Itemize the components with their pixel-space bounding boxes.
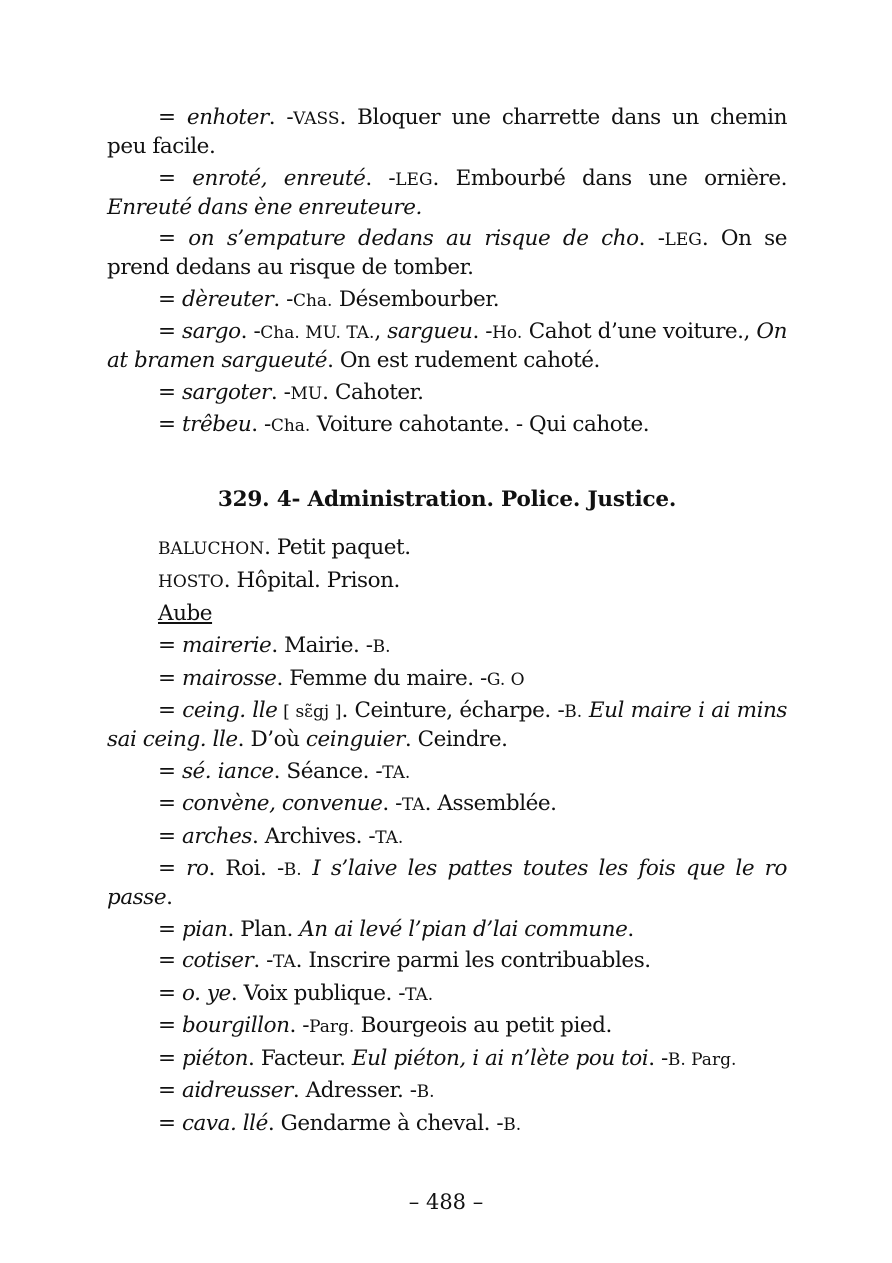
entry-mairosse: = mairosse. Femme du maire. -G. O — [158, 665, 525, 691]
definition: . Bloquer une charrette dans un chemin peu facile. — [107, 105, 787, 159]
source-abbr: VASS — [293, 109, 340, 129]
source-abbr: Cha. — [270, 416, 311, 436]
headword: convène, convenue — [181, 791, 383, 816]
pronunciation: [ sɛ̃gj ] — [277, 702, 342, 722]
headword: pian — [181, 916, 228, 942]
source-abbr: B. — [372, 637, 391, 657]
entry-hosto — [107, 567, 787, 596]
definition: . On se prend dedans au risque de tomber. — [107, 226, 787, 280]
example: I s’laive les pattes toutes les fois que le ro passe — [107, 856, 787, 910]
definition: . Femme du maire. - — [276, 665, 487, 691]
headword: o. ye — [181, 980, 231, 1006]
source-abbr: B. — [564, 702, 583, 722]
source-abbr: Cha. — [292, 290, 333, 311]
entry-mairerie: = mairerie. Mairie. -B. — [158, 633, 391, 658]
entry-enhoter: = enhoter. -VASS. Bloquer une charrette dans un chemin peu facile. — [107, 105, 787, 159]
definition: . Gendarme à cheval. - — [267, 1110, 504, 1136]
source-abbr: MU — [290, 383, 323, 404]
headword: ro — [186, 856, 209, 881]
headword: trêbeu — [181, 412, 252, 437]
definition: . Voix publique. - — [230, 980, 406, 1006]
entry-aidreusser: = aidreusser. Adresser. -B. — [158, 1078, 435, 1103]
example: An ai levé l’pian d’lai commune — [299, 916, 628, 942]
headword: piéton — [181, 1045, 249, 1071]
entry-dereuter: = dèreuter. -Cha. Désembourber. — [158, 286, 500, 312]
entry-oye: = o. ye. Voix publique. -TA. — [158, 980, 434, 1006]
headword: on s’empature dedans au risque de cho — [188, 226, 639, 251]
definition: . Petit paquet. — [264, 535, 411, 560]
headword: aidreusser — [181, 1078, 293, 1103]
entry-sargo: = sargo. -Cha. MU. TA., sargueu. -Ho. Cahot d’une voiture., On at bramen sargueuté. On est rudement cahoté. — [107, 319, 787, 373]
entry-arches: = arches. Archives. -TA. — [158, 823, 404, 849]
definition: Cahot d’une voiture., — [522, 319, 757, 344]
source-abbr: TA — [272, 952, 296, 972]
example: Eul maire i ai mins sai ceing. lle — [107, 698, 788, 752]
entry-cavalle: = cava. llé. Gendarme à cheval. -B. — [158, 1110, 522, 1136]
headword: ceing. lle — [182, 698, 278, 723]
source-abbr: B. — [503, 1114, 522, 1135]
headword-caps: HOSTO — [158, 572, 224, 592]
headword: cotiser — [181, 948, 254, 973]
definition: Désembourber. — [332, 286, 500, 312]
source-abbr: LEG — [664, 230, 702, 250]
entry-sargoter: = sargoter. -MU. Cahoter. — [158, 379, 424, 405]
definition: . Cahoter. — [322, 379, 424, 405]
source-abbr: Parg. — [309, 1017, 355, 1037]
definition: Voiture cahotante. - Qui cahote. — [310, 412, 650, 437]
entry-bourgillon: = bourgillon. -Parg. Bourgeois au petit pied. — [158, 1013, 612, 1038]
headword: mairosse — [181, 665, 277, 691]
source-abbr: G. O — [486, 669, 525, 690]
example: Enreuté dans ène enreuteure. — [107, 194, 422, 220]
definition: . Archives. - — [252, 823, 376, 849]
entry-seiance: = sé. iance. Séance. -TA. — [158, 758, 411, 784]
source-abbr: TA — [401, 795, 425, 815]
source-abbr: LEG — [395, 169, 433, 190]
section-heading: 329. 4- Administration. Police. Justice. — [217, 487, 677, 512]
derived-word: ceinguier — [305, 727, 405, 752]
page-body — [107, 104, 787, 1142]
entry-baluchon — [107, 534, 787, 563]
headword: dèreuter — [181, 286, 274, 312]
definition: . Assemblée. — [424, 791, 557, 816]
source-abbr: TA. — [382, 762, 411, 783]
headword: cava. llé — [181, 1110, 268, 1136]
entry-trebeu: = trêbeu. -Cha. Voiture cahotante. - Qui cahote. — [158, 412, 650, 437]
entry-cotiser: = cotiser. -TA. Inscrire parmi les contribuables. — [158, 948, 651, 973]
source-abbr: Cha. MU. TA. — [260, 323, 375, 343]
headword-variant: sargueu — [387, 319, 473, 344]
headword: sé. iance — [181, 758, 274, 784]
definition: . Plan. — [227, 916, 300, 942]
definition: . Inscrire parmi les contribuables. — [295, 948, 651, 973]
page-number: – 488 – — [408, 1190, 484, 1214]
definition: . Hôpital. Prison. — [223, 568, 400, 593]
entry-ceinglle: = ceing. lle [ sɛ̃gj ]. Ceinture, écharpe. -B. Eul maire i ai mins sai ceing. lle. D’où ceinguier. Ceindre. — [107, 698, 788, 752]
source-abbr: Ho. — [492, 323, 523, 343]
entry-ro: = ro. Roi. -B. I s’laive les pattes toutes les fois que le ro passe. — [107, 856, 787, 910]
definition: . Facteur. — [248, 1045, 352, 1071]
example: Eul piéton, i ai n’lète pou toi — [351, 1045, 649, 1071]
source-abbr: TA. — [405, 984, 434, 1005]
headword: sargo — [182, 319, 241, 344]
entry-convene: = convène, convenue. -TA. Assemblée. — [158, 791, 557, 816]
example: On at bramen sargueuté — [107, 319, 787, 373]
headword: arches — [181, 823, 252, 849]
source-abbr: B. — [416, 1082, 435, 1102]
headword: enhoter — [186, 105, 269, 130]
entry-empature: = on s’empature dedans au risque de cho. -LEG. On se prend dedans au risque de tomber. — [107, 226, 787, 280]
entry-enrote: = enroté, enreuté. -LEG. Embourbé dans une ornière. Enreuté dans ène enreuteure. — [107, 165, 788, 220]
headword: bourgillon — [181, 1013, 290, 1038]
headword: enroté, enreuté — [192, 165, 366, 191]
definition: . Séance. - — [273, 758, 383, 784]
source-abbr: B. — [283, 860, 302, 880]
source-abbr: B. Parg. — [667, 1049, 737, 1070]
source-abbr: TA. — [375, 827, 404, 848]
definition: . Embourbé dans une ornière. — [432, 165, 788, 191]
entry-pian: = pian. Plan. An ai levé l’pian d’lai commune. — [158, 916, 634, 942]
definition: . Roi. - — [208, 856, 284, 881]
definition: Bourgeois au petit pied. — [354, 1013, 612, 1038]
region-subheading: Aube — [158, 601, 213, 626]
headword: mairerie — [181, 633, 272, 658]
entry-pieton: = piéton. Facteur. Eul piéton, i ai n’lète pou toi. -B. Parg. — [158, 1045, 737, 1071]
definition: . Adresser. - — [292, 1078, 417, 1103]
headword-caps: BALUCHON — [158, 539, 265, 559]
definition: . Mairie. - — [271, 633, 373, 658]
headword: sargoter — [181, 379, 271, 405]
definition: . Ceinture, écharpe. - — [341, 698, 565, 723]
